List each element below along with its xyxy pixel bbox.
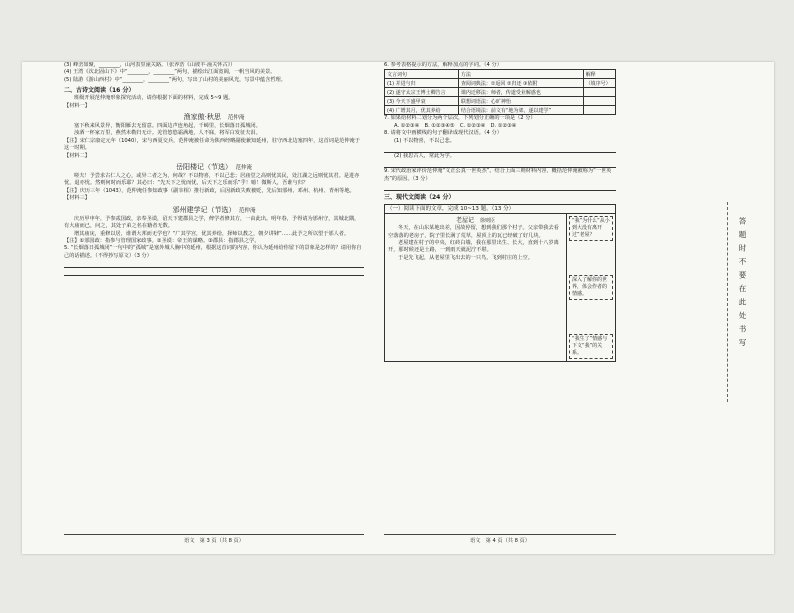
answer-cell[interactable]: （填序号） — [583, 79, 615, 88]
poem-2-title: 岳阳楼记（节选） 范仲淹 — [175, 163, 252, 172]
method-table — [384, 69, 616, 115]
material-3-label: 【材料三】 — [64, 195, 90, 202]
answer-line[interactable] — [64, 268, 364, 276]
poem-1-line: 塞下秋来风景异，衡阳雁去无留意。四面边声连角起，千嶂里，长烟落日孤城闭。 — [74, 123, 261, 130]
question-6: 6. 参考表格提示的方法，解释加点的字词。（4 分） — [384, 62, 502, 68]
table-row — [385, 79, 616, 88]
page-4-footer: 语文 第 4 页（共 8 页） — [384, 534, 616, 548]
article — [385, 214, 567, 361]
table-header: 方法 — [458, 70, 583, 79]
poem-1-line: 浊酒一杯家万里，燕然未勒归无计。羌管悠悠霜满地，人不寐，将军白发征夫泪。 — [74, 130, 261, 137]
question-9: 9. 宋代政治家评价范仲淹“文正公真一世英杰”。结合上面三则材料内容，概括范仲淹被称为“一世英杰”的原因。（3 分） — [384, 168, 612, 182]
poem-3-title: 邠州建学记（节选） 范仲淹 — [172, 205, 256, 214]
page-3-footer: 语文 第 3 页（共 8 页） — [64, 534, 364, 548]
material-2-label: 【材料二】 — [64, 152, 90, 159]
poem-3-para: 庆历甲申年，予参贰国政，亲奉圣谟，诏天下建郡县之学，俾学者修其方，一由此出。明年春，予得请为邠州守，其城北隅，有大庙而已，问之，其处子弟之名在籍者无数。 — [64, 215, 360, 230]
page-4 — [384, 62, 616, 532]
question-8-item: (2) 我思古人，常此为学。 — [394, 153, 455, 160]
side-note: “我生了”情感与下文“我”的关系。 — [569, 334, 613, 359]
question-8-item: (1) 不以物喜，不以己悲。 — [394, 137, 455, 144]
section-2-heading: 二、古诗文阅读（16 分） — [64, 87, 135, 95]
table-cell: 联想词语法：心旷神怡 — [458, 97, 583, 106]
section-2-intro: 班级开展范仲淹形象探究活动，请你根据下面的材料，完成 5~9 题。 — [74, 95, 234, 102]
table-cell: (3) 今天下盛甲衰 — [385, 97, 459, 106]
table-header-row — [385, 70, 616, 79]
article-title: 老屋记 徐则臣 — [455, 217, 496, 225]
article-paragraph: 冬天，在山东某地出差，因故停留，想到我们那个村子。父亲带我去看空落落的老房子，院子里长满了荒草，屋顶上的瓦已经破了好几块。 — [388, 225, 559, 239]
section-3-heading: 三、现代文阅读（24 分） — [384, 194, 455, 202]
question-7-options: A. ①②③④ B. ①②③④⑤ C. ①②③④ D. ①②③④ — [394, 122, 517, 129]
table-cell: 课内迁移法：师者，传道受业解惑也 — [458, 88, 583, 97]
poem-2-text: 嗟夫！予尝求古仁人之心，或异二者之为，何哉？不以物喜，不以己悲；居庙堂之高则忧其民，处江湖之远则忧其君。是进亦忧，退亦忧。然则何时而乐耶？其必曰：“先天下之忧而忧，后天下之乐而乐”乎！噫！微斯人，吾谁与归？ — [64, 173, 360, 187]
note-1: 【注】宋仁宗康定元年（1040），宋与西夏交兵，范仲淹被任命为陕西经略副使兼知延州，驻守西北边塞四年，这首词是范仲淹于这一时期。 — [64, 137, 360, 152]
table-cell: (1) 并进与归 — [385, 79, 459, 88]
binding-line — [727, 202, 728, 402]
side-note: “我”为什么“从小到大没有离开过”老屋？ — [569, 216, 613, 241]
table-cell: (4) 广增其月，优其养给 — [385, 106, 459, 115]
reading-subheading: （一）阅读下面的文章，完成 10~13 题。（13 分） — [385, 205, 615, 214]
answer-cell[interactable] — [583, 106, 615, 115]
fill-line-3: (3) 峰峦如聚，________，山河表里潼关路。（张养浩《山坡羊·潼关怀古》） — [64, 62, 236, 68]
answer-line[interactable] — [384, 183, 616, 191]
answer-line[interactable] — [64, 260, 364, 268]
page-3 — [64, 62, 364, 532]
question-5: 5. “长烟落日孤城闭”一句中的“孤城”是塞外城人胸中的延州，根据这首词的内容，你认为延州给你留下的景象是怎样的？请用你自己的话描述。（不得抄写原文）（3 分） — [64, 245, 362, 259]
note-3: 【注】①邠国政：指参与管理国家政事。②圣谟：帝王的谋略。③郡县：指郡县之学。 — [64, 237, 260, 244]
side-note: 深入了解你的世界，体会作者的情感。 — [569, 275, 613, 300]
answer-cell[interactable] — [583, 97, 615, 106]
reading-body — [385, 214, 615, 361]
table-header: 解释 — [583, 70, 615, 79]
question-8: 8. 请将文中画横线的句子翻译成现代汉语。（4 分） — [384, 130, 502, 137]
table-row — [385, 88, 616, 97]
table-row — [385, 97, 616, 106]
reading-box — [384, 204, 616, 362]
table-cell: (2) 遂守太宗王博士卿告言 — [385, 88, 459, 97]
article-paragraph: 老屋建在村子的中央，红砖白墙，我在那里出生、长大，直到十八岁离开，那时候还是土路，一到雨天就泥泞不堪。 — [388, 240, 559, 254]
table-cell: 查阅词典法：①返回 ②归还 ③依附 — [458, 79, 583, 88]
fill-line-4: (4) 王湾《次北固山下》中“________，________”两句，描绘出江面宽阔，一帆当风的美景。 — [64, 69, 276, 76]
fill-line-5: (5) 陆游《游山西村》中“________，________”两句，写出了山村的美丽风光，写景中蕴含哲理。 — [64, 76, 286, 83]
exam-sheet — [22, 62, 774, 554]
poem-1-title: 渔家傲·秋思 范仲淹 — [183, 113, 245, 122]
table-row — [385, 106, 616, 115]
table-cell: 结合语境法：前文有“地为郊，遂以建学” — [458, 106, 583, 115]
answer-line[interactable] — [384, 145, 616, 153]
poem-3-para: 增其庙庑，重修以居，谁谓大邦而无学也？“广其学宫，优其养给，择师以教之，朝夕讲肄”……此予之所以望于邠人者。 — [74, 230, 350, 237]
article-paragraph: 于是先飞起，从老屋里飞出去的一只鸟，飞到村庄的上空。 — [398, 254, 533, 261]
question-7: 7. 如果给材料二划分为两个层次，下列划分正确的一项是（2 分） — [384, 115, 536, 122]
margin-warning: 答题时不要在此处书写 — [738, 217, 747, 352]
answer-cell[interactable] — [583, 88, 615, 97]
note-2: 【注】庆历三年（1043），范仲淹任参知政事（副宰相）推行新政，后因新政失败被贬，先后知邠州、邓州、杭州、青州等地。 — [64, 187, 355, 194]
table-header: 文言词句 — [385, 70, 459, 79]
side-notes — [567, 214, 615, 361]
material-1-label: 【材料一】 — [64, 102, 90, 109]
